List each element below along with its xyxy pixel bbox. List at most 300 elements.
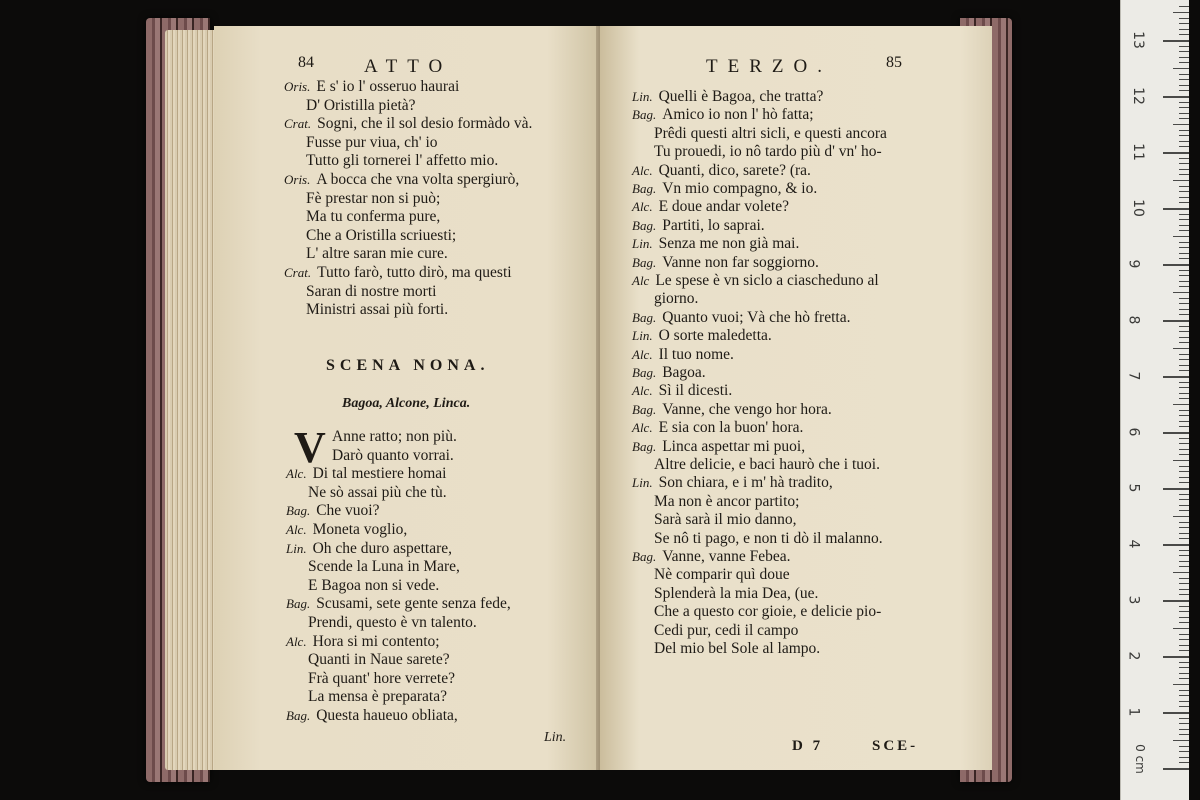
verse-text: Prendi, questo è vn talento. [308, 614, 477, 631]
ruler-tick [1179, 191, 1189, 192]
ruler-tick [1179, 113, 1189, 114]
page-number: 84 [298, 54, 314, 71]
ruler-tick [1179, 645, 1189, 646]
verse-text: Quanti, dico, sarete? (ra. [658, 161, 811, 179]
ruler-tick [1179, 594, 1189, 595]
speaker-label: Bag. [286, 596, 311, 612]
ruler-tick [1179, 331, 1189, 332]
text-line [632, 254, 819, 272]
text-line [654, 640, 820, 658]
ruler-number: 9 [1125, 259, 1142, 269]
ruler-tick [1179, 471, 1189, 472]
ruler-tick [1179, 410, 1189, 411]
ruler-tick [1179, 365, 1189, 366]
ruler-tick [1179, 499, 1189, 500]
text-line [654, 456, 880, 474]
ruler-tick [1179, 538, 1189, 539]
speaker-label: Bag. [632, 365, 657, 380]
ruler-tick [1179, 555, 1189, 556]
ruler-tick [1179, 611, 1189, 612]
ruler-tick [1179, 634, 1189, 635]
verse-text: Linca aspettar mi puoi, [662, 437, 806, 455]
text-line [654, 622, 798, 640]
ruler-tick [1163, 600, 1189, 602]
ruler-tick [1179, 186, 1189, 187]
signature-mark: D 7 [792, 738, 824, 754]
verse-text: Vanne, vanne Febea. [662, 548, 791, 565]
verse-text: Che a questo cor gioie, e delicie pio- [654, 603, 882, 621]
ruler-tick [1163, 96, 1189, 98]
running-head: TERZO. [706, 56, 832, 77]
text-line [632, 364, 706, 382]
verse-text: Tutto gli tornerei l' affetto mio. [306, 152, 499, 170]
ruler-tick [1179, 146, 1189, 147]
text-line [306, 190, 440, 208]
ruler-tick [1179, 454, 1189, 455]
ruler-tick [1179, 135, 1189, 136]
ruler-tick [1179, 219, 1189, 220]
speaker-label: Alc. [632, 346, 653, 362]
ruler-tick [1179, 426, 1189, 427]
ruler-number: 11 [1129, 143, 1146, 161]
ruler-tick [1179, 706, 1189, 707]
ruler-tick [1179, 438, 1189, 439]
speaker-label: Alc. [286, 633, 307, 649]
ruler-tick [1179, 617, 1189, 618]
ruler-tick [1173, 684, 1189, 685]
ruler-tick [1179, 639, 1189, 640]
ruler-tick [1179, 527, 1189, 528]
ruler-tick [1179, 678, 1189, 679]
speaker-label: Alc. [632, 420, 653, 436]
ruler-tick [1179, 522, 1189, 523]
measuring-ruler [1120, 0, 1189, 800]
ruler-tick [1179, 421, 1189, 422]
ruler-number: 6 [1125, 427, 1142, 437]
ruler-tick [1179, 51, 1189, 52]
ruler-tick [1179, 382, 1189, 383]
speaker-label: Lin. [632, 328, 653, 344]
ruler-tick [1179, 62, 1189, 63]
verse-text: Sogni, che il sol desio formàdo và. [317, 115, 533, 133]
verse-text: Fusse pur viua, ch' io [306, 133, 438, 151]
verse-text: Anne ratto; non più. [332, 428, 457, 445]
ruler-tick [1179, 57, 1189, 58]
speaker-label: Bag. [632, 254, 657, 270]
text-line [284, 115, 532, 133]
ruler-tick [1179, 158, 1189, 159]
ruler-tick [1179, 281, 1189, 282]
text-line [632, 548, 790, 566]
text-line [654, 603, 881, 621]
ruler-tick [1179, 606, 1189, 607]
text-line [306, 134, 438, 152]
ruler-tick [1179, 90, 1189, 91]
ruler-tick [1179, 510, 1189, 511]
ruler-tick [1179, 225, 1189, 226]
ruler-number: 3 [1125, 595, 1142, 605]
verse-text: Quanti in Naue sarete? [308, 651, 450, 669]
ruler-tick [1179, 662, 1189, 663]
text-line [632, 198, 789, 216]
ruler-tick [1179, 202, 1189, 203]
verse-text: Darò quanto vorrai. [332, 446, 454, 464]
verse-text: Che vuoi? [316, 502, 380, 520]
ruler-tick [1179, 354, 1189, 355]
ruler-tick [1173, 292, 1189, 293]
left-page [214, 26, 606, 770]
verse-text: Ne sò assai più che tù. [308, 483, 447, 501]
verse-text: Saran di nostre morti [306, 282, 437, 300]
text-line [308, 558, 460, 576]
speaker-label: Alc [632, 273, 650, 288]
ruler-tick [1163, 544, 1189, 546]
ruler-tick [1179, 247, 1189, 248]
text-line [306, 301, 448, 319]
text-line [632, 272, 879, 290]
ruler-tick [1179, 46, 1189, 47]
ruler-tick [1173, 124, 1189, 125]
speaker-label: Alc. [632, 383, 653, 399]
verse-text: Quanto vuoi; Và che hò fretta. [662, 308, 851, 326]
speaker-label: Alc. [286, 466, 307, 482]
verse-text: Se nô ti pago, e non ti dò il malanno. [654, 529, 883, 547]
verse-text: Scende la Luna in Mare, [308, 558, 460, 576]
speaker-label: Alc. [286, 522, 307, 537]
text-line [632, 438, 805, 456]
ruler-tick [1179, 583, 1189, 584]
text-line [632, 419, 803, 437]
text-line [654, 585, 818, 603]
text-line [286, 465, 446, 483]
ruler-tick [1163, 656, 1189, 658]
right-page [600, 26, 992, 770]
ruler-tick [1179, 34, 1189, 35]
speaker-label: Lin. [286, 540, 307, 556]
ruler-tick [1179, 723, 1189, 724]
catchword: SCE- [872, 738, 919, 754]
ruler-tick [1179, 477, 1189, 478]
ruler-tick [1173, 180, 1189, 181]
ruler-tick [1173, 348, 1189, 349]
verse-text: E s' io l' osseruo haurai [316, 78, 460, 95]
verse-text: Hora si mi contento; [312, 632, 440, 650]
verse-text: Quelli è Bagoa, che tratta? [658, 88, 824, 105]
text-line [308, 577, 439, 595]
verse-text: Le spese è vn siclo a ciascheduno al [655, 272, 879, 289]
verse-text: Amico io non l' hò fatta; [662, 106, 814, 124]
ruler-tick [1179, 370, 1189, 371]
text-line [654, 566, 790, 584]
text-line [632, 309, 850, 327]
ruler-tick [1179, 667, 1189, 668]
ruler-tick [1173, 516, 1189, 517]
ruler-tick [1173, 460, 1189, 461]
ruler-tick [1179, 130, 1189, 131]
text-line [306, 283, 436, 301]
catchword: Lin. [544, 730, 567, 745]
verse-text: D' Oristilla pietà? [306, 96, 416, 114]
speaker-label: Bag. [632, 438, 657, 454]
ruler-number: 4 [1125, 539, 1142, 549]
ruler-tick [1163, 40, 1189, 42]
verse-text: Vanne non far soggiorno. [662, 253, 819, 271]
text-line [286, 540, 452, 558]
verse-text: Partiti, lo saprai. [662, 216, 765, 234]
text-line [306, 227, 456, 245]
ruler-tick [1163, 264, 1189, 266]
text-line [308, 651, 450, 669]
speaker-label: Bag. [632, 549, 657, 564]
verse-text: Son chiara, e i m' hà tradito, [658, 474, 833, 492]
ruler-tick [1163, 712, 1189, 714]
ruler-tick [1179, 690, 1189, 691]
verse-text: Prêdi questi altri sicli, e questi ancora [654, 124, 887, 142]
ruler-tick [1179, 169, 1189, 170]
verse-text: La mensa è preparata? [308, 688, 447, 706]
ruler-tick [1179, 393, 1189, 394]
ruler-tick [1179, 494, 1189, 495]
text-line [286, 707, 458, 725]
ruler-tick [1179, 174, 1189, 175]
verse-text: Fè prestar non si può; [306, 189, 441, 207]
ruler-tick [1179, 734, 1189, 735]
ruler-tick [1179, 23, 1189, 24]
ruler-tick [1179, 102, 1189, 103]
ruler-tick [1179, 270, 1189, 271]
text-line [286, 502, 379, 520]
verse-text: Moneta voglio, [312, 521, 408, 538]
ruler-tick [1179, 163, 1189, 164]
ruler-tick [1163, 376, 1189, 378]
text-line [284, 264, 512, 282]
ruler-tick [1179, 309, 1189, 310]
ruler-tick [1179, 85, 1189, 86]
ruler-number: 2 [1125, 651, 1142, 661]
ruler-tick [1179, 242, 1189, 243]
verse-text: Tu prouedi, io nô tardo più d' vn' ho- [654, 143, 882, 161]
ruler-tick [1179, 622, 1189, 623]
verse-text: Nè comparir quì doue [654, 566, 790, 584]
speaker-label: Lin. [632, 236, 653, 252]
verse-text: Il tuo nome. [658, 345, 734, 363]
ruler-unit-label: 0 cm [1132, 744, 1147, 774]
scene-title: SCENA NONA. [326, 357, 490, 374]
text-line [654, 290, 698, 308]
verse-text: Che a Oristilla scriuesti; [306, 226, 457, 244]
ruler-tick [1179, 578, 1189, 579]
text-line [654, 530, 883, 548]
ruler-tick [1179, 550, 1189, 551]
text-line [654, 125, 887, 143]
ruler-tick [1179, 197, 1189, 198]
text-line [306, 245, 448, 263]
ruler-number: 13 [1129, 31, 1146, 49]
verse-text: Scusami, sete gente senza fede, [316, 595, 511, 613]
ruler-tick [1179, 695, 1189, 696]
text-line [632, 401, 832, 419]
text-line [332, 428, 457, 446]
ruler-tick [1179, 253, 1189, 254]
verse-text: Vn mio compagno, & io. [662, 180, 818, 197]
ruler-number: 1 [1125, 707, 1142, 717]
ruler-tick [1179, 443, 1189, 444]
drop-cap: V [294, 423, 326, 472]
speaker-label: Bag. [632, 181, 657, 196]
ruler-number: 12 [1129, 87, 1146, 105]
running-head: ATTO [364, 56, 453, 77]
ruler-tick [1179, 118, 1189, 119]
text-line [332, 447, 454, 465]
page-number: 85 [886, 54, 902, 71]
text-line [632, 235, 799, 253]
verse-text: E Bagoa non si vede. [308, 576, 440, 594]
verse-text: Altre delicie, e baci haurò che i tuoi. [654, 456, 880, 473]
verse-text: Ministri assai più forti. [306, 301, 449, 319]
text-line [308, 614, 477, 632]
ruler-tick [1179, 718, 1189, 719]
speaker-label: Bag. [632, 107, 657, 123]
verse-text: Del mio bel Sole al lampo. [654, 640, 821, 657]
ruler-number: 5 [1125, 483, 1142, 493]
verse-text: A bocca che vna volta spergiurò, [316, 171, 520, 188]
ruler-tick [1179, 79, 1189, 80]
ruler-number: 7 [1125, 371, 1142, 381]
text-line [632, 88, 823, 106]
speaker-label: Bag. [632, 401, 657, 417]
ruler-tick [1179, 337, 1189, 338]
text-line [654, 493, 799, 511]
ruler-tick [1179, 673, 1189, 674]
ruler-tick [1179, 230, 1189, 231]
ruler-tick [1179, 286, 1189, 287]
ruler-tick [1179, 214, 1189, 215]
ruler-tick [1179, 561, 1189, 562]
verse-text: Questa haueuo obliata, [316, 707, 458, 724]
ruler-tick [1179, 701, 1189, 702]
verse-text: Bagoa. [662, 364, 706, 381]
text-line [308, 688, 447, 706]
speaker-label: Bag. [632, 309, 657, 325]
ruler-tick [1179, 298, 1189, 299]
text-line [632, 217, 765, 235]
ruler-tick [1179, 751, 1189, 752]
ruler-tick [1179, 74, 1189, 75]
ruler-tick [1179, 746, 1189, 747]
ruler-tick [1163, 768, 1189, 770]
text-line [632, 106, 814, 124]
verse-text: Cedi pur, cedi il campo [654, 621, 799, 639]
verse-text: L' altre saran mie cure. [306, 245, 448, 263]
verse-text: Sarà sarà il mio danno, [654, 511, 797, 529]
ruler-tick [1179, 326, 1189, 327]
speaker-label: Lin. [632, 475, 653, 491]
speaker-label: Alc. [632, 199, 653, 215]
text-line [284, 78, 459, 96]
ruler-tick [1179, 482, 1189, 483]
ruler-tick [1179, 505, 1189, 506]
ruler-tick [1179, 29, 1189, 30]
text-line [632, 162, 811, 180]
verse-text: Ma tu conferma pure, [306, 208, 441, 226]
verse-text: Vanne, che vengo hor hora. [662, 400, 832, 418]
ruler-tick [1179, 415, 1189, 416]
verse-text: Sì il dicesti. [658, 382, 733, 400]
speaker-label: Bag. [286, 708, 311, 723]
ruler-tick [1173, 404, 1189, 405]
speaker-label: Crat. [284, 265, 312, 280]
text-line [654, 143, 882, 161]
text-line [306, 208, 440, 226]
text-line [308, 484, 447, 502]
ruler-tick [1163, 432, 1189, 434]
ruler-tick [1179, 303, 1189, 304]
ruler-number: 10 [1129, 199, 1146, 217]
ruler-tick [1179, 589, 1189, 590]
ruler-tick [1179, 729, 1189, 730]
text-line [306, 152, 498, 170]
ruler-tick [1179, 466, 1189, 467]
ruler-tick [1163, 208, 1189, 210]
ruler-tick [1179, 18, 1189, 19]
ruler-tick [1179, 387, 1189, 388]
ruler-tick [1179, 650, 1189, 651]
verse-text: giorno. [654, 290, 699, 308]
text-line [632, 474, 833, 492]
text-line [286, 633, 440, 651]
ruler-tick [1179, 757, 1189, 758]
text-line [286, 595, 511, 613]
speaker-label: Lin. [632, 89, 653, 104]
text-line [306, 97, 416, 115]
speaker-label: Oris. [284, 79, 311, 94]
ruler-tick [1173, 740, 1189, 741]
speaker-label: Crat. [284, 116, 312, 132]
ruler-tick [1179, 566, 1189, 567]
text-line [308, 670, 455, 688]
ruler-tick [1179, 314, 1189, 315]
text-line [632, 327, 772, 345]
cast-list: Bagoa, Alcone, Linca. [342, 396, 471, 411]
verse-text: E doue andar volete? [658, 198, 789, 216]
ruler-tick [1163, 152, 1189, 154]
text-line [632, 346, 734, 364]
verse-text: Oh che duro aspettare, [312, 539, 453, 557]
ruler-tick [1179, 258, 1189, 259]
ruler-tick [1179, 533, 1189, 534]
ruler-tick [1179, 762, 1189, 763]
ruler-tick [1163, 488, 1189, 490]
verse-text: Di tal mestiere homai [312, 465, 447, 483]
verse-text: Ma non è ancor partito; [654, 492, 800, 510]
text-line [286, 521, 407, 539]
speaker-label: Oris. [284, 172, 311, 187]
text-line [632, 382, 732, 400]
verse-text: E sia con la buon' hora. [658, 419, 804, 437]
speaker-label: Bag. [632, 217, 657, 233]
verse-text: Tutto farò, tutto dirò, ma questi [317, 264, 512, 281]
ruler-tick [1173, 572, 1189, 573]
text-line [284, 171, 519, 189]
ruler-tick [1179, 449, 1189, 450]
text-line [654, 511, 796, 529]
speaker-label: Alc. [632, 162, 653, 178]
speaker-label: Bag. [286, 503, 311, 519]
ruler-tick [1173, 68, 1189, 69]
ruler-tick [1173, 628, 1189, 629]
ruler-tick [1173, 12, 1189, 13]
verse-text: Splenderà la mia Dea, (ue. [654, 584, 819, 602]
